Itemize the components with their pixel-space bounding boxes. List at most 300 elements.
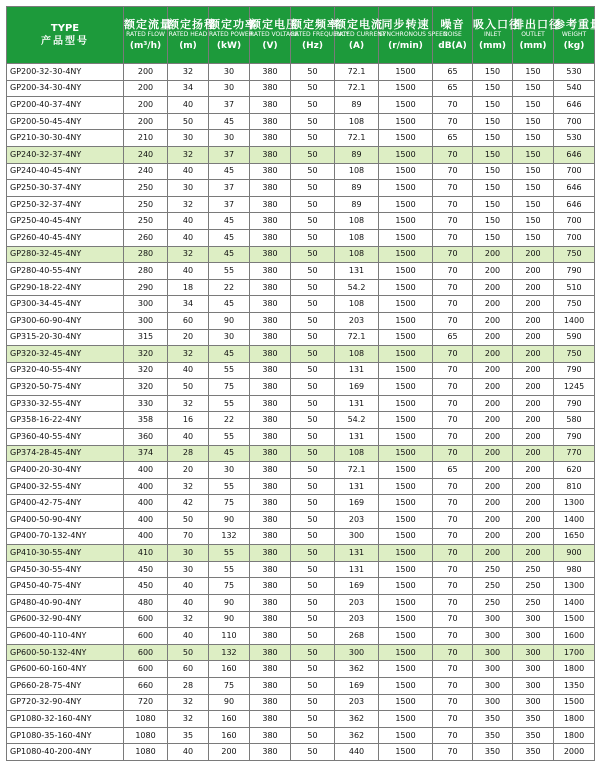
- cell-type: GP320-40-55-4NY: [7, 362, 124, 379]
- table-row: [7, 445, 595, 462]
- table-row: [7, 628, 595, 645]
- cell-weight: 646: [554, 97, 595, 114]
- cell-rated-flow: 280: [124, 246, 168, 263]
- header-rated-flow: [124, 7, 172, 64]
- table-row: [7, 395, 595, 412]
- cell-synchronous-speed: 1500: [379, 595, 433, 612]
- cell-rated-head: 32: [168, 395, 209, 412]
- cell-synchronous-speed: 1500: [379, 512, 433, 529]
- cell-rated-frequency: 50: [291, 229, 335, 246]
- cell-rated-power: 90: [209, 512, 250, 529]
- cell-noise: 70: [433, 677, 473, 694]
- cell-rated-frequency: 50: [291, 346, 335, 363]
- cell-rated-head: 40: [168, 595, 209, 612]
- cell-type: GP720-32-90-4NY: [7, 694, 124, 711]
- cell-rated-head: 32: [168, 64, 209, 81]
- table-header-row: [7, 7, 595, 64]
- cell-rated-voltage: 380: [250, 113, 291, 130]
- cell-rated-power: 55: [209, 561, 250, 578]
- cell-weight: 646: [554, 196, 595, 213]
- cell-type: GP600-60-160-4NY: [7, 661, 124, 678]
- cell-weight: 790: [554, 263, 595, 280]
- cell-outlet: 200: [513, 462, 554, 479]
- cell-weight: 750: [554, 296, 595, 313]
- cell-outlet: 200: [513, 312, 554, 329]
- cell-synchronous-speed: 1500: [379, 346, 433, 363]
- cell-rated-current: 169: [335, 495, 379, 512]
- cell-synchronous-speed: 1500: [379, 694, 433, 711]
- table-row: [7, 229, 595, 246]
- cell-rated-power: 75: [209, 677, 250, 694]
- cell-inlet: 300: [473, 644, 513, 661]
- cell-rated-voltage: 380: [250, 744, 291, 761]
- cell-rated-head: 18: [168, 279, 209, 296]
- cell-rated-flow: 250: [124, 213, 168, 230]
- cell-outlet: 300: [513, 644, 554, 661]
- cell-noise: 70: [433, 412, 473, 429]
- cell-rated-current: 203: [335, 512, 379, 529]
- cell-rated-head: 50: [168, 644, 209, 661]
- cell-type: GP358-16-22-4NY: [7, 412, 124, 429]
- cell-rated-current: 89: [335, 196, 379, 213]
- table-row: [7, 644, 595, 661]
- cell-rated-current: 54.2: [335, 412, 379, 429]
- table-row: [7, 429, 595, 446]
- cell-rated-voltage: 380: [250, 478, 291, 495]
- cell-weight: 1300: [554, 495, 595, 512]
- cell-noise: 65: [433, 64, 473, 81]
- cell-noise: 70: [433, 163, 473, 180]
- cell-outlet: 200: [513, 279, 554, 296]
- cell-noise: 70: [433, 578, 473, 595]
- cell-rated-power: 132: [209, 528, 250, 545]
- cell-inlet: 200: [473, 346, 513, 363]
- cell-type: GP200-34-30-4NY: [7, 80, 124, 97]
- cell-rated-current: 89: [335, 180, 379, 197]
- cell-rated-power: 90: [209, 694, 250, 711]
- cell-rated-frequency: 50: [291, 146, 335, 163]
- cell-rated-voltage: 380: [250, 362, 291, 379]
- cell-type: GP410-30-55-4NY: [7, 545, 124, 562]
- cell-outlet: 250: [513, 595, 554, 612]
- cell-rated-power: 45: [209, 213, 250, 230]
- cell-rated-head: 70: [168, 528, 209, 545]
- cell-noise: 70: [433, 628, 473, 645]
- cell-rated-flow: 280: [124, 263, 168, 280]
- table-row: [7, 545, 595, 562]
- cell-rated-voltage: 380: [250, 146, 291, 163]
- header-label-cn: 额定扬程: [168, 17, 216, 31]
- cell-rated-power: 55: [209, 545, 250, 562]
- pump-spec-table: [6, 6, 602, 761]
- table-row: [7, 694, 595, 711]
- header-rated-frequency: [291, 7, 350, 64]
- cell-rated-frequency: 50: [291, 80, 335, 97]
- cell-rated-flow: 260: [124, 229, 168, 246]
- cell-rated-voltage: 380: [250, 279, 291, 296]
- header-rated-power: [209, 7, 257, 64]
- cell-rated-power: 75: [209, 495, 250, 512]
- cell-rated-power: 45: [209, 163, 250, 180]
- cell-weight: 700: [554, 213, 595, 230]
- cell-inlet: 350: [473, 744, 513, 761]
- cell-outlet: 150: [513, 213, 554, 230]
- cell-rated-voltage: 380: [250, 595, 291, 612]
- cell-outlet: 200: [513, 545, 554, 562]
- header-label-en: WEIGHT: [561, 30, 587, 38]
- cell-rated-head: 42: [168, 495, 209, 512]
- cell-type: GP320-32-45-4NY: [7, 346, 124, 363]
- table-row: [7, 412, 595, 429]
- cell-rated-frequency: 50: [291, 512, 335, 529]
- cell-rated-frequency: 50: [291, 163, 335, 180]
- cell-rated-voltage: 380: [250, 528, 291, 545]
- header-label-cn: 额定流量: [124, 17, 172, 31]
- cell-inlet: 150: [473, 64, 513, 81]
- cell-weight: 1600: [554, 628, 595, 645]
- cell-noise: 70: [433, 379, 473, 396]
- cell-rated-head: 35: [168, 727, 209, 744]
- cell-outlet: 150: [513, 180, 554, 197]
- cell-inlet: 150: [473, 229, 513, 246]
- cell-rated-flow: 200: [124, 97, 168, 114]
- cell-weight: 790: [554, 362, 595, 379]
- cell-rated-current: 131: [335, 362, 379, 379]
- cell-rated-power: 55: [209, 362, 250, 379]
- cell-rated-flow: 480: [124, 595, 168, 612]
- table-row: [7, 611, 595, 628]
- cell-inlet: 150: [473, 196, 513, 213]
- cell-inlet: 200: [473, 412, 513, 429]
- cell-type: GP280-40-55-4NY: [7, 263, 124, 280]
- cell-rated-power: 45: [209, 445, 250, 462]
- cell-weight: 1800: [554, 661, 595, 678]
- cell-outlet: 150: [513, 64, 554, 81]
- cell-outlet: 150: [513, 196, 554, 213]
- cell-rated-flow: 450: [124, 561, 168, 578]
- table-row: [7, 163, 595, 180]
- cell-rated-power: 30: [209, 64, 250, 81]
- cell-rated-flow: 400: [124, 528, 168, 545]
- cell-rated-current: 131: [335, 395, 379, 412]
- cell-rated-voltage: 380: [250, 346, 291, 363]
- cell-weight: 540: [554, 80, 595, 97]
- cell-rated-current: 203: [335, 312, 379, 329]
- cell-weight: 1400: [554, 595, 595, 612]
- cell-noise: 70: [433, 644, 473, 661]
- cell-rated-power: 110: [209, 628, 250, 645]
- cell-rated-frequency: 50: [291, 561, 335, 578]
- cell-synchronous-speed: 1500: [379, 246, 433, 263]
- cell-outlet: 200: [513, 379, 554, 396]
- cell-weight: 750: [554, 346, 595, 363]
- cell-inlet: 200: [473, 279, 513, 296]
- cell-rated-flow: 250: [124, 196, 168, 213]
- cell-noise: 70: [433, 296, 473, 313]
- cell-rated-head: 28: [168, 445, 209, 462]
- cell-outlet: 200: [513, 346, 554, 363]
- cell-inlet: 150: [473, 80, 513, 97]
- cell-rated-frequency: 50: [291, 312, 335, 329]
- cell-rated-flow: 600: [124, 611, 168, 628]
- cell-rated-current: 131: [335, 263, 379, 280]
- header-label-en: NOISE: [443, 30, 462, 38]
- cell-rated-frequency: 50: [291, 694, 335, 711]
- cell-rated-frequency: 50: [291, 279, 335, 296]
- cell-type: GP315-20-30-4NY: [7, 329, 124, 346]
- cell-inlet: 200: [473, 379, 513, 396]
- cell-rated-flow: 300: [124, 312, 168, 329]
- cell-weight: 700: [554, 163, 595, 180]
- cell-outlet: 200: [513, 329, 554, 346]
- cell-inlet: 300: [473, 694, 513, 711]
- cell-rated-frequency: 50: [291, 744, 335, 761]
- cell-rated-current: 169: [335, 677, 379, 694]
- cell-rated-power: 160: [209, 711, 250, 728]
- cell-rated-frequency: 50: [291, 329, 335, 346]
- cell-inlet: 200: [473, 296, 513, 313]
- cell-noise: 70: [433, 495, 473, 512]
- cell-rated-power: 37: [209, 196, 250, 213]
- cell-outlet: 350: [513, 744, 554, 761]
- cell-rated-head: 40: [168, 263, 209, 280]
- header-label-cn: 吸入口径: [473, 17, 521, 31]
- cell-rated-flow: 660: [124, 677, 168, 694]
- cell-weight: 1500: [554, 694, 595, 711]
- table-row: [7, 130, 595, 147]
- cell-synchronous-speed: 1500: [379, 64, 433, 81]
- cell-rated-frequency: 50: [291, 429, 335, 446]
- cell-noise: 70: [433, 395, 473, 412]
- cell-weight: 980: [554, 561, 595, 578]
- cell-outlet: 200: [513, 429, 554, 446]
- cell-rated-flow: 250: [124, 180, 168, 197]
- cell-outlet: 300: [513, 677, 554, 694]
- header-rated-voltage: [250, 7, 299, 64]
- table-row: [7, 246, 595, 263]
- cell-rated-power: 90: [209, 595, 250, 612]
- cell-noise: 70: [433, 512, 473, 529]
- cell-rated-frequency: 50: [291, 578, 335, 595]
- cell-synchronous-speed: 1500: [379, 644, 433, 661]
- cell-weight: 700: [554, 113, 595, 130]
- cell-outlet: 150: [513, 80, 554, 97]
- cell-rated-frequency: 50: [291, 462, 335, 479]
- header-label-en: RATED FLOW: [126, 30, 165, 38]
- cell-rated-head: 20: [168, 462, 209, 479]
- cell-rated-current: 108: [335, 229, 379, 246]
- cell-synchronous-speed: 1500: [379, 296, 433, 313]
- header-unit: (m): [179, 40, 197, 51]
- cell-synchronous-speed: 1500: [379, 180, 433, 197]
- cell-rated-flow: 200: [124, 64, 168, 81]
- header-type-label-cn: 产品型号: [41, 36, 89, 47]
- header-label-en: RATED POWER: [209, 30, 253, 38]
- cell-type: GP1080-35-160-4NY: [7, 727, 124, 744]
- cell-outlet: 150: [513, 97, 554, 114]
- cell-outlet: 200: [513, 478, 554, 495]
- cell-rated-head: 60: [168, 661, 209, 678]
- cell-weight: 590: [554, 329, 595, 346]
- table-row: [7, 80, 595, 97]
- cell-rated-flow: 320: [124, 362, 168, 379]
- table-row: [7, 312, 595, 329]
- cell-rated-frequency: 50: [291, 113, 335, 130]
- cell-rated-frequency: 50: [291, 628, 335, 645]
- cell-outlet: 150: [513, 146, 554, 163]
- table-row: [7, 379, 595, 396]
- cell-type: GP250-40-45-4NY: [7, 213, 124, 230]
- cell-type: GP290-18-22-4NY: [7, 279, 124, 296]
- cell-rated-voltage: 380: [250, 429, 291, 446]
- cell-noise: 70: [433, 97, 473, 114]
- cell-weight: 750: [554, 246, 595, 263]
- cell-inlet: 200: [473, 395, 513, 412]
- cell-rated-head: 28: [168, 677, 209, 694]
- cell-rated-power: 22: [209, 412, 250, 429]
- cell-noise: 70: [433, 711, 473, 728]
- table-row: [7, 528, 595, 545]
- cell-rated-frequency: 50: [291, 478, 335, 495]
- cell-outlet: 150: [513, 163, 554, 180]
- cell-weight: 1700: [554, 644, 595, 661]
- cell-rated-power: 45: [209, 246, 250, 263]
- cell-rated-voltage: 380: [250, 229, 291, 246]
- cell-inlet: 200: [473, 329, 513, 346]
- cell-rated-flow: 1080: [124, 711, 168, 728]
- cell-rated-power: 75: [209, 578, 250, 595]
- cell-type: GP400-70-132-4NY: [7, 528, 124, 545]
- cell-type: GP200-40-37-4NY: [7, 97, 124, 114]
- cell-rated-voltage: 380: [250, 379, 291, 396]
- cell-inlet: 200: [473, 462, 513, 479]
- cell-rated-frequency: 50: [291, 412, 335, 429]
- cell-type: GP374-28-45-4NY: [7, 445, 124, 462]
- cell-rated-flow: 240: [124, 146, 168, 163]
- table-row: [7, 146, 595, 163]
- table-row: [7, 578, 595, 595]
- cell-type: GP240-40-45-4NY: [7, 163, 124, 180]
- table-row: [7, 711, 595, 728]
- cell-type: GP300-60-90-4NY: [7, 312, 124, 329]
- cell-rated-frequency: 50: [291, 362, 335, 379]
- cell-noise: 70: [433, 561, 473, 578]
- cell-synchronous-speed: 1500: [379, 412, 433, 429]
- cell-rated-frequency: 50: [291, 97, 335, 114]
- header-label-en: RATED VOLTAGE: [250, 30, 299, 38]
- cell-rated-voltage: 380: [250, 246, 291, 263]
- header-unit: (m³/h): [129, 40, 162, 51]
- header-unit: (r/min): [388, 40, 423, 51]
- header-type: [7, 7, 124, 64]
- cell-synchronous-speed: 1500: [379, 628, 433, 645]
- cell-noise: 70: [433, 744, 473, 761]
- cell-rated-flow: 210: [124, 130, 168, 147]
- cell-rated-current: 362: [335, 711, 379, 728]
- cell-rated-current: 89: [335, 97, 379, 114]
- cell-type: GP240-32-37-4NY: [7, 146, 124, 163]
- table-row: [7, 744, 595, 761]
- table-row: [7, 661, 595, 678]
- cell-rated-power: 37: [209, 146, 250, 163]
- cell-rated-frequency: 50: [291, 661, 335, 678]
- header-unit: (kg): [563, 40, 585, 51]
- cell-rated-current: 72.1: [335, 80, 379, 97]
- cell-inlet: 150: [473, 213, 513, 230]
- cell-rated-current: 89: [335, 146, 379, 163]
- cell-rated-voltage: 380: [250, 512, 291, 529]
- cell-weight: 530: [554, 130, 595, 147]
- cell-noise: 70: [433, 545, 473, 562]
- cell-noise: 70: [433, 146, 473, 163]
- cell-synchronous-speed: 1500: [379, 611, 433, 628]
- cell-synchronous-speed: 1500: [379, 677, 433, 694]
- cell-rated-flow: 600: [124, 644, 168, 661]
- cell-rated-power: 132: [209, 644, 250, 661]
- cell-inlet: 300: [473, 661, 513, 678]
- cell-rated-voltage: 380: [250, 412, 291, 429]
- cell-rated-flow: 360: [124, 429, 168, 446]
- cell-weight: 1650: [554, 528, 595, 545]
- cell-rated-voltage: 380: [250, 213, 291, 230]
- cell-rated-voltage: 380: [250, 395, 291, 412]
- cell-synchronous-speed: 1500: [379, 462, 433, 479]
- cell-rated-flow: 240: [124, 163, 168, 180]
- header-label-en: RATED HEAD: [168, 30, 208, 38]
- cell-type: GP400-32-55-4NY: [7, 478, 124, 495]
- table-row: [7, 113, 595, 130]
- cell-weight: 1350: [554, 677, 595, 694]
- cell-rated-power: 90: [209, 611, 250, 628]
- cell-outlet: 300: [513, 694, 554, 711]
- table-row: [7, 561, 595, 578]
- cell-rated-flow: 600: [124, 661, 168, 678]
- cell-rated-frequency: 50: [291, 263, 335, 280]
- cell-rated-head: 20: [168, 329, 209, 346]
- cell-weight: 1245: [554, 379, 595, 396]
- cell-rated-power: 45: [209, 296, 250, 313]
- cell-rated-head: 34: [168, 80, 209, 97]
- cell-rated-head: 32: [168, 711, 209, 728]
- cell-rated-voltage: 380: [250, 296, 291, 313]
- cell-noise: 70: [433, 661, 473, 678]
- cell-rated-power: 55: [209, 429, 250, 446]
- header-label-cn: 同步转速: [381, 17, 430, 31]
- cell-rated-current: 131: [335, 545, 379, 562]
- header-label-en: SYNCHRONOUS SPEED: [379, 30, 448, 38]
- cell-synchronous-speed: 1500: [379, 395, 433, 412]
- cell-synchronous-speed: 1500: [379, 229, 433, 246]
- cell-rated-frequency: 50: [291, 296, 335, 313]
- cell-inlet: 300: [473, 628, 513, 645]
- cell-rated-voltage: 380: [250, 677, 291, 694]
- cell-rated-flow: 400: [124, 512, 168, 529]
- cell-rated-frequency: 50: [291, 727, 335, 744]
- cell-type: GP360-40-55-4NY: [7, 429, 124, 446]
- cell-rated-head: 30: [168, 180, 209, 197]
- table-row: [7, 64, 595, 81]
- cell-rated-head: 40: [168, 163, 209, 180]
- header-label-en: INLET: [483, 30, 502, 38]
- cell-type: GP260-40-45-4NY: [7, 229, 124, 246]
- cell-rated-frequency: 50: [291, 711, 335, 728]
- cell-rated-flow: 374: [124, 445, 168, 462]
- cell-weight: 1300: [554, 578, 595, 595]
- table-row: [7, 495, 595, 512]
- cell-rated-current: 300: [335, 644, 379, 661]
- header-unit: (mm): [479, 40, 506, 51]
- cell-noise: 70: [433, 246, 473, 263]
